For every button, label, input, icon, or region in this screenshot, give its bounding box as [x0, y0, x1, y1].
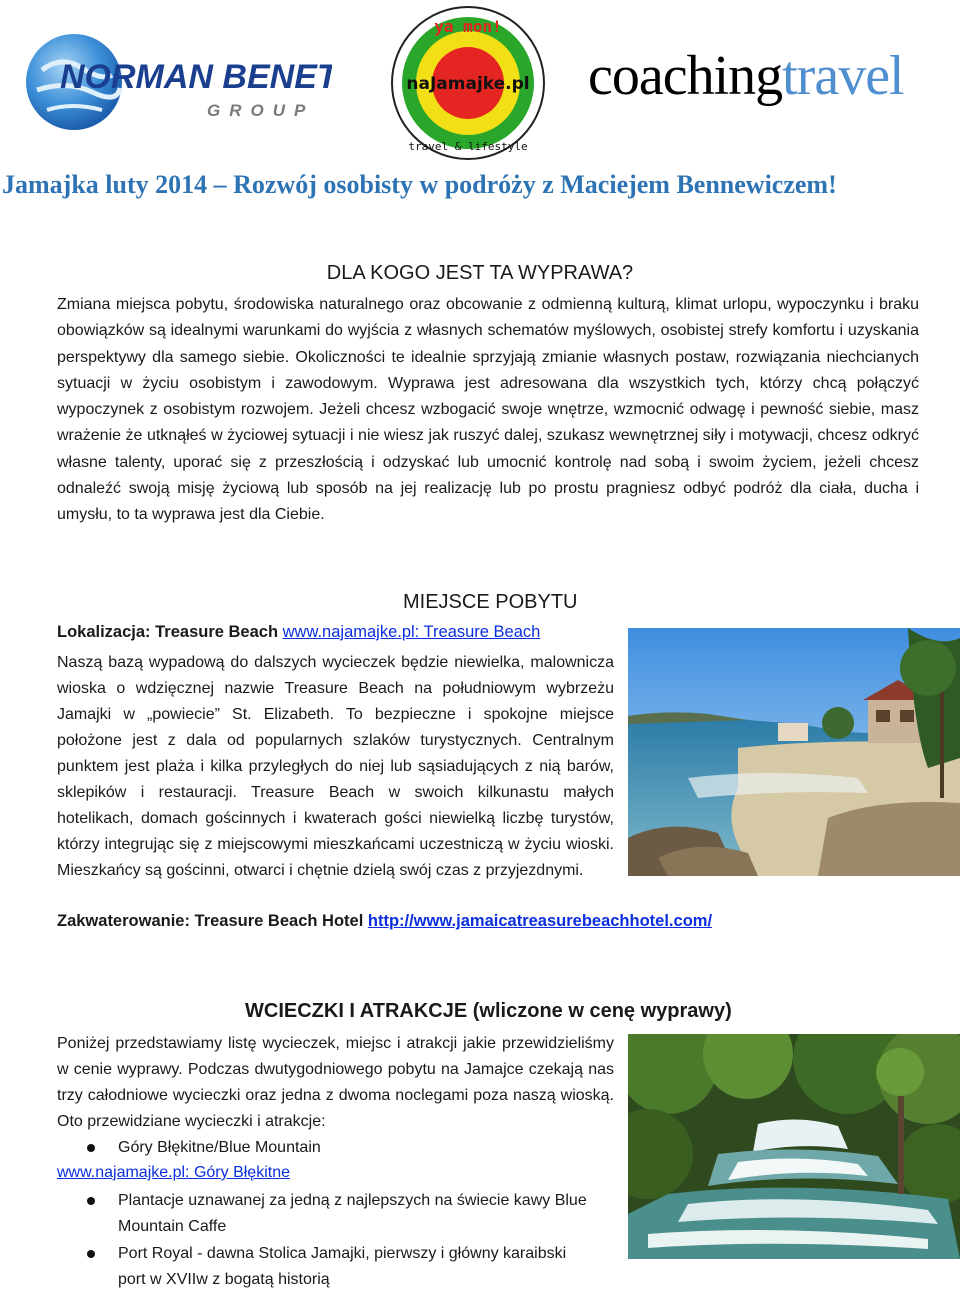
section-heading-trips: WCIECZKI I ATRAKCJE (wliczone w cenę wyprawy) — [245, 1000, 732, 1022]
bullet-icon — [87, 1197, 95, 1205]
list-item-text-cont: Mountain Caffe — [118, 1218, 227, 1235]
norman-benett-logo — [22, 30, 332, 140]
treasure-beach-link[interactable]: www.najamajke.pl: Treasure Beach — [282, 623, 541, 641]
section-trips-text: Poniżej przedstawiamy listę wycieczek, miejsc i atrakcji jakie przewidzieliśmy w cenie wyprawy. Podczas dwutygodniowego pobytu na Jamajce czekają nas trzy całodniowe wycieczki oraz jedna z dwoma noclegami poza naszą wioską. Oto przewidziane wycieczki i atrakcje: — [57, 1035, 614, 1130]
logo-nj-top: ya mon! — [434, 17, 502, 36]
accommodation-line — [57, 912, 712, 931]
logo-ct-travel: travel — [782, 45, 904, 107]
list-item-text: Plantacje uznawanej za jedną z najlepszych na świecie kawy Blue — [118, 1192, 587, 1209]
list-item-text: Port Royal - dawna Stolica Jamajki, pierwszy i główny karaibski — [118, 1245, 567, 1262]
hotel-link[interactable]: http://www.jamaicatreasurebeachhotel.com/ — [367, 912, 713, 930]
section-location-text: Naszą bazą wypadową do dalszych wycieczek będzie niewielka, malownicza wioska o wdzięcznej nazwie Treasure Beach na południowym wybrzeżu Jamajki w „powiecie” St. Elizabeth. To bezpieczne i spokojne miejsce położone jest z dala od popularnych szlaków turystycznych. Centralnym punktem jest plaża i kilka przyległych do niej lub sąsiadujących z nią barów, sklepików i restauracji. Treasure Beach w swoich kilkunastu małych hotelikach, domach gościnnych i kwaterach gości niewielką liczbę turystów, którzy integrując się z miejscowymi mieszkańcami uczestniczą w życiu wioski. Mieszkańcy są gościnni, otwarci i chętnie dzielą swój czas z przyjezdnymi. — [57, 654, 614, 879]
section-heading-location: MIEJSCE POBYTU — [403, 591, 578, 613]
location-label: Lokalizacja: Treasure Beach — [57, 623, 283, 641]
list-item-text-cont: port w XVIIw z bogatą historią — [118, 1271, 330, 1288]
accommodation-label: Zakwaterowanie: Treasure Beach Hotel — [57, 912, 368, 930]
bullet-icon — [87, 1144, 95, 1152]
document-title: Jamajka luty 2014 – Rozwój osobisty w podróży z Maciejem Bennewiczem! — [2, 170, 837, 199]
location-line — [57, 623, 540, 642]
bullet-icon — [87, 1250, 95, 1258]
logo-ct-coaching: coaching — [588, 45, 783, 107]
logo-nb-group: GROUP — [207, 101, 315, 120]
logo-nb-name: NORMAN BENETT — [60, 58, 332, 96]
section-heading-who: DLA KOGO JEST TA WYPRAWA? — [326, 262, 634, 284]
logo-nj-center: naJamajke.pl — [406, 74, 530, 94]
coachingtravel-logo — [588, 44, 904, 108]
section-who-text: Zmiana miejsca pobytu, środowiska naturalnego oraz obcowanie z odmienną kulturą, klimat urlopu, wypoczynku i braku obowiązków są idealnymi warunkami do wyjścia z własnych schematów myślowych, osobistej strefy komfortu i uzyskania perspektywy dla samego siebie. Okoliczności te idealnie sprzyjają zmianie własnych postaw, rozwiązania niechcianych sytuacji w życiu osobistym i zawodowym. Wyprawa jest adresowana dla wszystkich tych, którzy chcą połączyć wypoczynek z osobistym rozwojem. Jeżeli chcesz wzbogacić swoje wnętrze, wzmocnić odwagę i pewność siebie, masz wrażenie że utknąłeś w życiowej sytuacji i nie wiesz jak ruszyć dalej, szukasz wewnętrznej siły i motywacji, chcesz odkryć własne talenty, uporać się z przeszłością i odzyskać lub umocnić kontrolę nad sobą i swoim życiem, jeżeli chcesz odnaleźć swoją misję życiową lub sposób na jej realizację lub po prostu pragniesz odbyć podróż dla ciała, ducha i umysłu, to ta wyprawa jest dla Ciebie. — [57, 296, 919, 524]
logo-nj-bottom: travel & lifestyle — [408, 140, 528, 153]
beach-photo — [628, 628, 960, 876]
najamajke-logo — [388, 4, 548, 162]
blue-mountains-link[interactable]: www.najamajke.pl: Góry Błękitne — [57, 1164, 290, 1181]
waterfall-photo — [628, 1034, 960, 1259]
list-item-text: Góry Błękitne/Blue Mountain — [118, 1139, 321, 1156]
